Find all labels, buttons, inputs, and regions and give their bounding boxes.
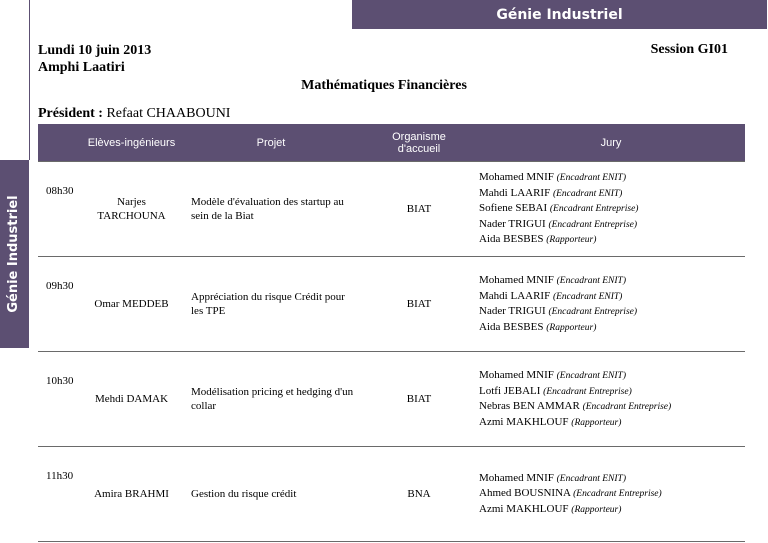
jury-member-name: Nader TRIGUI (479, 217, 546, 230)
president-label: Président : (38, 106, 103, 121)
jury-member (479, 273, 745, 289)
jury-member-name: Mahdi LAARIF (479, 186, 551, 199)
side-tab-label: Génie Industriel (6, 195, 21, 313)
table-row (38, 352, 745, 447)
jury-member-role: (Encadrant Entreprise) (549, 204, 639, 215)
defense-schedule-table (38, 124, 745, 542)
row-time: 10h30 (38, 352, 82, 447)
row-jury (477, 162, 745, 257)
row-student: Narjes TARCHOUNA (82, 162, 181, 257)
row-organization: BNA (361, 447, 477, 542)
row-student: Mehdi DAMAK (82, 352, 181, 447)
jury-member (479, 368, 745, 384)
jury-member (479, 186, 745, 202)
row-student: Omar MEDDEB (82, 257, 181, 352)
jury-member-role: (Encadrant ENIT) (552, 188, 623, 199)
row-jury (477, 447, 745, 542)
top-banner (352, 0, 767, 29)
table-row (38, 447, 745, 542)
jury-member-role: (Encadrant ENIT) (556, 276, 627, 286)
jury-member-name: Mahdi LAARIF (479, 289, 551, 302)
jury-member-name: Sofiene SEBAI (479, 202, 548, 215)
row-project: Gestion du risque crédit (181, 447, 361, 542)
jury-member-role: (Encadrant Entreprise) (548, 219, 638, 230)
jury-member-role: (Encadrant Entreprise) (548, 307, 638, 317)
jury-member (479, 415, 745, 431)
jury-member-name: Lotfi JEBALI (479, 384, 541, 397)
jury-member-role: (Encadrant ENIT) (556, 473, 627, 484)
jury-member-name: Ahmed BOUSNINA (479, 487, 571, 500)
jury-member-name: Nader TRIGUI (479, 305, 546, 317)
row-student: Amira BRAHMI (82, 447, 181, 542)
jury-member-name: Azmi MAKHLOUF (479, 415, 569, 428)
jury-member (479, 502, 745, 518)
row-project: Appréciation du risque Crédit pour les TPE (181, 257, 361, 352)
jury-member (479, 170, 745, 186)
jury-member-name: Aida BESBES (479, 320, 544, 333)
jury-member-role: (Encadrant ENIT) (556, 173, 627, 184)
table-row (38, 162, 745, 257)
jury-member-role: (Encadrant Entreprise) (573, 489, 662, 500)
banner-title: Génie Industriel (496, 6, 623, 23)
jury-member (479, 232, 745, 248)
jury-member (479, 201, 745, 217)
exam-room: Amphi Laatiri (38, 60, 125, 75)
jury-member (479, 304, 745, 320)
jury-member-name: Mohamed MNIF (479, 274, 554, 286)
president-name: Refaat CHAABOUNI (106, 106, 231, 121)
table-row (38, 257, 745, 352)
header-date-block (38, 42, 151, 76)
jury-member (479, 320, 745, 336)
row-time: 11h30 (38, 447, 82, 542)
jury-member-role: (Rapporteur) (571, 504, 622, 515)
row-organization: BIAT (361, 352, 477, 447)
jury-member-role: (Rapporteur) (546, 235, 597, 246)
session-label: Session GI01 (650, 42, 728, 57)
jury-member-name: Azmi MAKHLOUF (479, 502, 569, 515)
jury-member-name: Mohamed MNIF (479, 171, 554, 184)
exam-date: Lundi 10 juin 2013 (38, 43, 152, 58)
jury-member (479, 384, 745, 400)
jury-member-role: (Encadrant Entreprise) (543, 386, 632, 397)
row-jury (477, 257, 745, 352)
header-organization: Organisme d'accueil (361, 124, 477, 162)
header-jury: Jury (477, 124, 745, 162)
jury-member-name: Aida BESBES (479, 233, 544, 246)
jury-member (479, 399, 745, 415)
jury-member-name: Mohamed MNIF (479, 471, 554, 484)
president-line (38, 106, 230, 122)
jury-member (479, 217, 745, 233)
jury-member (479, 289, 745, 305)
row-time: 09h30 (38, 257, 82, 352)
row-organization: BIAT (361, 257, 477, 352)
jury-member (479, 486, 745, 502)
jury-member-role: (Rapporteur) (546, 322, 597, 333)
header-students: Elèves-ingénieurs (82, 124, 181, 162)
table-header-row (38, 124, 745, 162)
jury-member-role: (Rapporteur) (571, 417, 622, 428)
jury-member (479, 471, 745, 487)
jury-member-role: (Encadrant ENIT) (556, 371, 627, 381)
jury-member-name: Nebras BEN AMMAR (479, 400, 580, 412)
row-project: Modèle d'évaluation des startup au sein de la Biat (181, 162, 361, 257)
row-jury (477, 352, 745, 447)
row-project: Modélisation pricing et hedging d'un collar (181, 352, 361, 447)
subject-title: Mathématiques Financières (301, 78, 467, 93)
row-organization: BIAT (361, 162, 477, 257)
jury-member-role: (Encadrant Entreprise) (582, 402, 672, 412)
header-time (38, 124, 82, 162)
jury-member-role: (Encadrant ENIT) (552, 291, 623, 302)
jury-member-name: Mohamed MNIF (479, 369, 554, 381)
row-time: 08h30 (38, 162, 82, 257)
header-project: Projet (181, 124, 361, 162)
